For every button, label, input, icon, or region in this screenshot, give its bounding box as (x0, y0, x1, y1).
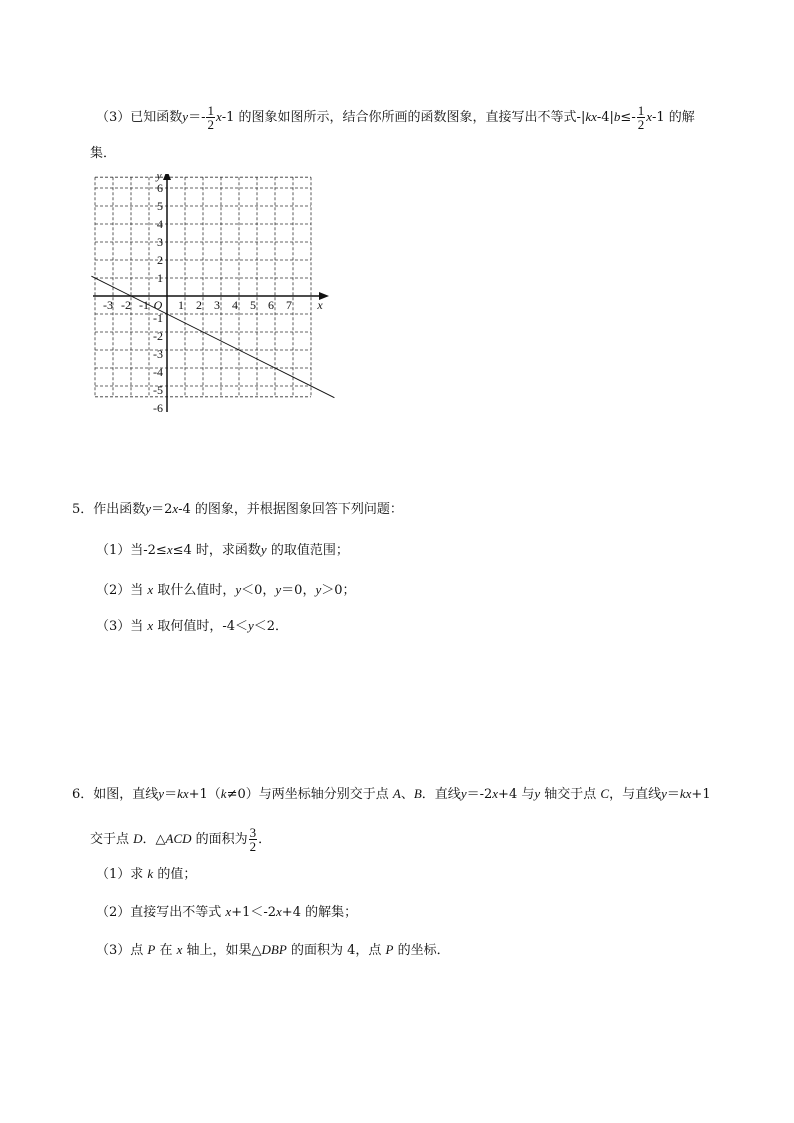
text: ，与直线 (609, 787, 662, 802)
text: 的面积为 4，点 (286, 943, 386, 958)
var-x: x (646, 109, 652, 124)
var-x: x (276, 904, 282, 919)
text: 的坐标． (393, 943, 450, 958)
axes (91, 174, 334, 412)
var-kx: kx (679, 786, 692, 801)
y-tick-label: 5 (157, 199, 163, 213)
text: ≤- (620, 110, 636, 125)
text: ＝- (188, 110, 206, 125)
y-tick-label: 3 (157, 235, 163, 249)
x-axis-label: x (317, 298, 323, 312)
x-tick-label: 1 (178, 298, 184, 312)
var-k: k (220, 786, 227, 801)
text: ＞0； (321, 583, 356, 598)
text: 5．作出函数 (72, 502, 146, 517)
fraction-three-halves (249, 826, 258, 853)
x-tick-label: -3 (103, 298, 113, 312)
var-kx: kx (177, 786, 189, 801)
q6-part3 (96, 940, 450, 961)
var-y: y (235, 582, 242, 597)
text: ＝0， (281, 583, 316, 598)
var-x: x (172, 501, 179, 516)
y-tick-label: -6 (153, 401, 163, 415)
text: -4| (596, 110, 614, 125)
var-x: x (215, 109, 222, 124)
text: 、 (400, 787, 414, 802)
y-tick-label: -5 (153, 383, 163, 397)
y-axis-arrow (163, 174, 171, 180)
text: -1 的图象如图所示，结合你所画的函数图象，直接写出不等式-| (221, 110, 586, 125)
text: （1）当-2≤ (96, 543, 167, 558)
q6-stem-line2 (90, 826, 271, 853)
text: 的面积为 (191, 832, 248, 847)
text: +4 的解集； (281, 905, 358, 920)
q6-part1 (96, 864, 196, 885)
text: +1（ (188, 787, 221, 802)
text: ≠0）与两坐标轴分别交于点 (226, 787, 393, 802)
q4-part3-line1 (96, 104, 695, 131)
text: 轴交于点 (540, 787, 601, 802)
x-tick-label: 7 (286, 298, 292, 312)
y-tick-label: 1 (157, 271, 163, 285)
text: 在 (155, 943, 177, 958)
q6-part2 (96, 902, 357, 923)
var-y: y (460, 786, 467, 801)
text: （2）直接写出不等式 (96, 905, 226, 920)
text: +4 与 (498, 787, 535, 802)
q5-part3 (96, 616, 288, 637)
text: ＝-2 (466, 787, 493, 802)
text: 取何值时，-4＜ (153, 619, 248, 634)
text: 取什么值时， (153, 583, 236, 598)
text: 的取值范围； (266, 543, 349, 558)
fraction-numerator: 1 (207, 103, 214, 118)
point-B: B (413, 786, 422, 801)
fraction-denominator: 2 (207, 117, 214, 132)
text: 集． (90, 146, 117, 161)
var-y: y (661, 786, 667, 801)
text: -1 的解 (652, 110, 695, 125)
q5-stem (72, 499, 403, 520)
y-tick-label: -3 (153, 347, 163, 361)
y-tick-label: 2 (157, 253, 163, 267)
var-x: x (225, 904, 232, 919)
axis-tick-labels (103, 174, 323, 415)
text: ＜0， (241, 583, 276, 598)
triangle-DBP: DBP (261, 942, 287, 957)
var-x: x (492, 786, 499, 801)
text: ．△ (142, 832, 166, 847)
y-tick-label: 6 (157, 181, 163, 195)
fraction-denominator: 2 (249, 839, 257, 854)
x-tick-label: 5 (250, 298, 256, 312)
text: ． (258, 832, 272, 847)
var-y: y (315, 582, 322, 597)
x-tick-label: -2 (121, 298, 131, 312)
dashed-grid (95, 177, 311, 397)
var-y: y (260, 542, 267, 557)
fraction-one-half (206, 104, 215, 131)
y-tick-label: -2 (153, 329, 163, 343)
var-y: y (275, 582, 282, 597)
x-tick-label: 2 (196, 298, 202, 312)
point-C: C (600, 786, 610, 801)
text: 交于点 (90, 832, 134, 847)
text: （2）当 (96, 583, 148, 598)
x-tick-label: 4 (232, 298, 238, 312)
var-y: y (182, 109, 189, 124)
y-axis-label: y (156, 174, 162, 182)
fraction-denominator: 2 (637, 117, 645, 132)
y-tick-label: 4 (157, 217, 163, 231)
var-y: y (145, 501, 152, 516)
y-tick-label: -1 (153, 311, 163, 325)
var-x: x (147, 618, 154, 633)
text: （3）当 (96, 619, 148, 634)
var-x: x (147, 582, 154, 597)
text: 轴上，如果△ (182, 943, 262, 958)
text: ＜2． (253, 619, 289, 634)
q5-part1 (96, 540, 349, 561)
text: +1 (691, 787, 711, 802)
var-k: k (147, 866, 154, 881)
point-P: P (385, 942, 394, 957)
text: 的值； (153, 867, 197, 882)
q6-stem-line1 (72, 784, 711, 805)
fraction-numerator: 3 (249, 825, 257, 840)
var-y: y (534, 786, 541, 801)
fraction-numerator: 1 (637, 103, 645, 118)
point-A: A (392, 786, 401, 801)
y-tick-label: -4 (153, 365, 163, 379)
text: -4 的图象，并根据图象回答下列问题： (178, 502, 403, 517)
text: +1＜-2 (231, 905, 277, 920)
var-kx: kx (585, 109, 597, 124)
var-y: y (158, 786, 165, 801)
text: ．直线 (421, 787, 461, 802)
text: ＝ (666, 787, 680, 802)
text: （3）点 (96, 943, 148, 958)
q5-part2 (96, 580, 356, 601)
x-tick-label: 3 (214, 298, 220, 312)
text: ＝ (164, 787, 178, 802)
text: ≤4 时，求函数 (172, 543, 261, 558)
var-b: b (613, 109, 621, 124)
function-line (91, 276, 334, 398)
text: （3）已知函数 (96, 110, 183, 125)
var-x: x (166, 542, 173, 557)
point-P: P (147, 942, 156, 957)
q4-part3-line2 (90, 144, 116, 164)
x-tick-label: -1 (139, 298, 149, 312)
point-D: D (133, 831, 143, 846)
var-y: y (247, 618, 254, 633)
text: （1）求 (96, 867, 148, 882)
coordinate-graph (86, 174, 336, 420)
var-x: x (176, 942, 183, 957)
triangle-ACD: ACD (165, 831, 192, 846)
text: 6．如图，直线 (72, 787, 159, 802)
text: ＝2 (151, 502, 173, 517)
x-tick-label: 6 (268, 298, 274, 312)
fraction-one-half (637, 104, 646, 131)
origin-label: O (153, 298, 163, 312)
